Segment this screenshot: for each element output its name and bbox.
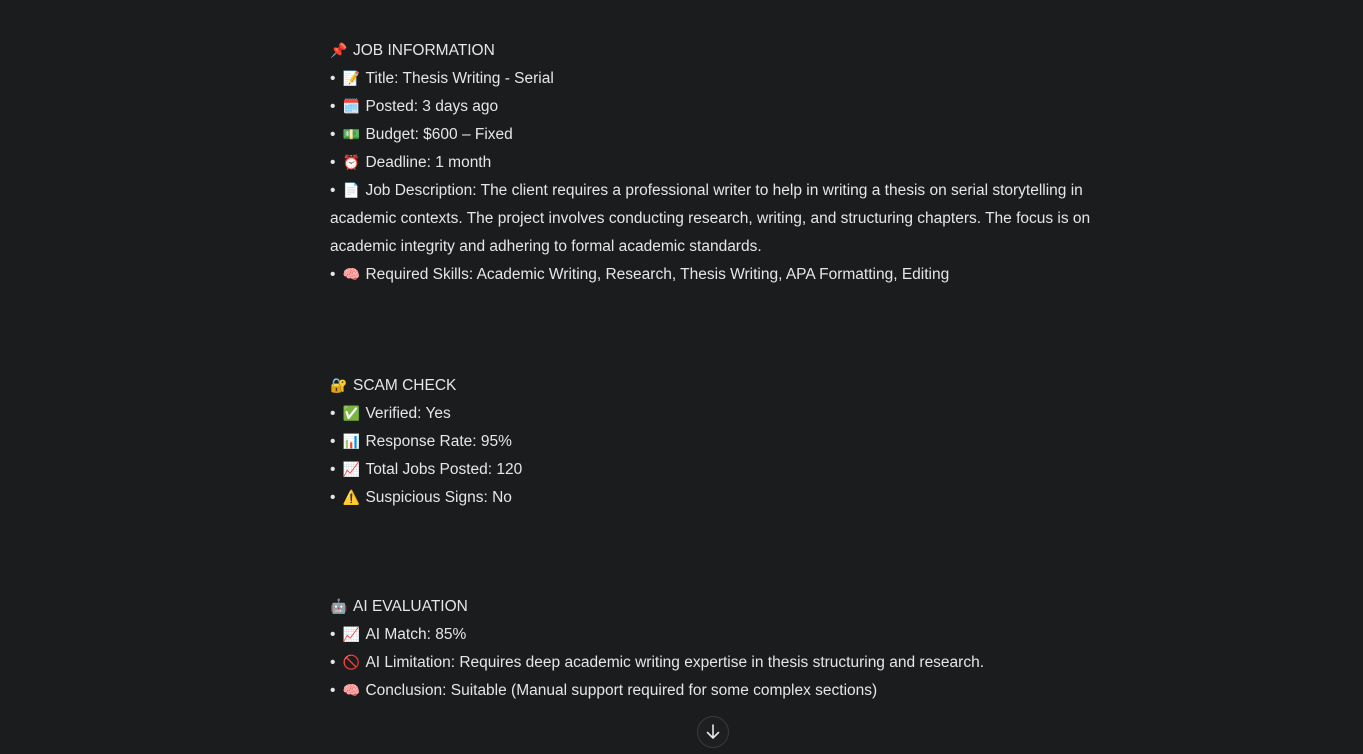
scroll-to-bottom-button[interactable] [697,716,729,748]
list-item [330,65,1098,93]
item-text: Suspicious Signs: No [365,489,512,506]
brain-icon: 🧠 [342,683,360,699]
bullet: • [330,489,336,506]
bullet: • [330,654,336,671]
robot-icon: 🤖 [330,599,348,615]
message-content [330,37,1098,705]
list-item [330,484,1098,512]
memo-icon: 📝 [342,71,360,87]
list-item [330,177,1098,261]
document-icon: 📄 [342,183,360,199]
prohibited-icon: 🚫 [342,655,360,671]
lock-icon: 🔐 [330,378,348,394]
bar-chart-icon: 📊 [342,434,360,450]
list-item [330,621,1098,649]
item-text: Required Skills: Academic Writing, Research, Thesis Writing, APA Formatting, Editing [365,266,950,283]
list-item [330,149,1098,177]
job-information-heading [330,37,1098,65]
bullet: • [330,154,336,171]
list-item [330,649,1098,677]
check-mark-icon: ✅ [342,406,360,422]
section-title: JOB INFORMATION [353,42,495,59]
chart-increasing-icon: 📈 [342,462,360,478]
item-text: Job Description: The client requires a professional writer to help in writing a thesis on serial storytelling in academic contexts. The project involves conducting research, writing, and structuring chapters. The focus is on academic integrity and adhering to formal academic standards. [330,182,1091,255]
item-text: Total Jobs Posted: 120 [365,461,523,478]
ai-evaluation-section [330,593,1098,705]
brain-icon: 🧠 [342,267,360,283]
money-icon: 💵 [342,127,360,143]
item-text: Response Rate: 95% [365,433,512,450]
alarm-clock-icon: ⏰ [342,155,360,171]
bullet: • [330,433,336,450]
bullet: • [330,682,336,699]
bullet: • [330,461,336,478]
list-item [330,93,1098,121]
item-text: AI Match: 85% [365,626,467,643]
calendar-icon: 🗓️ [342,99,360,115]
bullet: • [330,70,336,87]
bullet: • [330,266,336,283]
item-text: AI Limitation: Requires deep academic writing expertise in thesis structuring and research. [365,654,985,671]
bullet: • [330,405,336,422]
item-text: Title: Thesis Writing - Serial [365,70,554,87]
warning-icon: ⚠️ [342,490,360,506]
bullet: • [330,626,336,643]
job-information-section [330,37,1098,289]
pushpin-icon: 📌 [330,43,348,59]
list-item [330,428,1098,456]
item-text: Verified: Yes [365,405,451,422]
scam-check-section [330,372,1098,512]
section-title: AI EVALUATION [353,598,468,615]
ai-evaluation-heading [330,593,1098,621]
section-title: SCAM CHECK [353,377,457,394]
item-text: Posted: 3 days ago [365,98,499,115]
bullet: • [330,126,336,143]
item-text: Conclusion: Suitable (Manual support required for some complex sections) [365,682,878,699]
list-item [330,121,1098,149]
bullet: • [330,98,336,115]
list-item [330,261,1098,289]
bullet: • [330,182,336,199]
chart-increasing-icon: 📈 [342,627,360,643]
list-item [330,677,1098,705]
list-item [330,400,1098,428]
scam-check-heading [330,372,1098,400]
list-item [330,456,1098,484]
item-text: Budget: $600 – Fixed [365,126,513,143]
item-text: Deadline: 1 month [365,154,492,171]
arrow-down-icon [706,724,720,740]
